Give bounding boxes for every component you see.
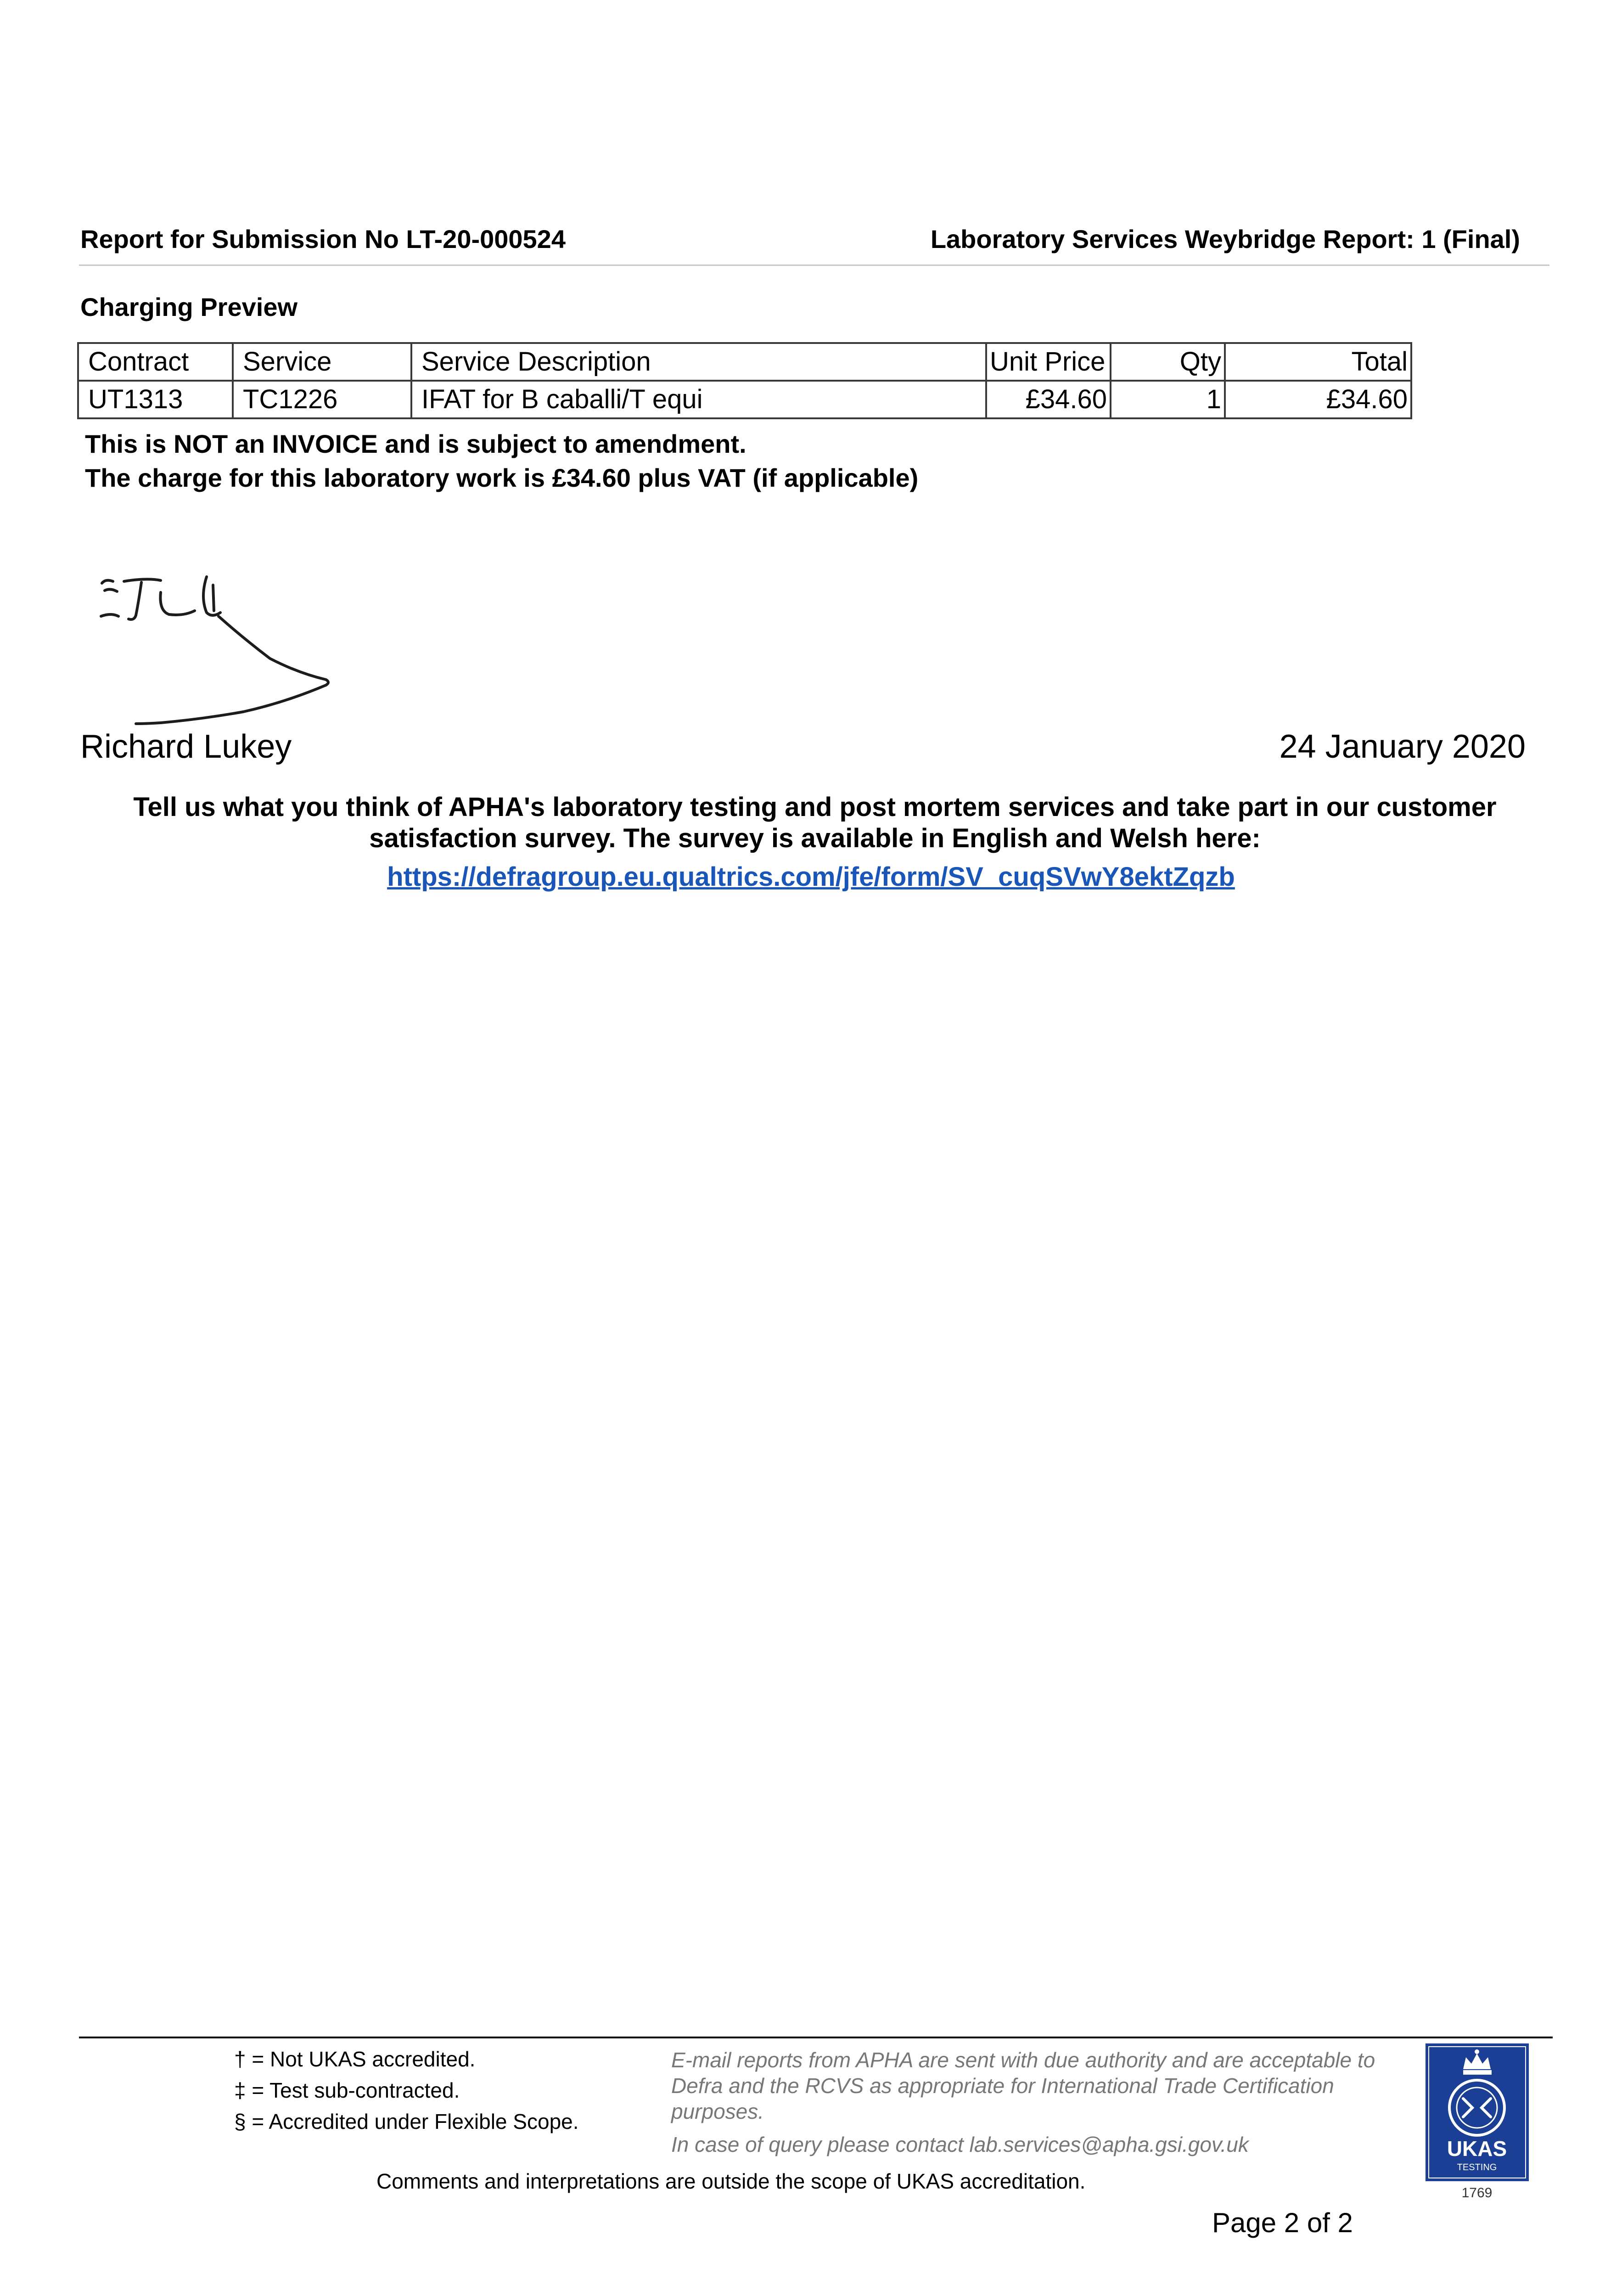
column-header-service-description: Service Description: [411, 343, 986, 381]
contact-line: In case of query please contact lab.services@apha.gsi.gov.uk: [671, 2133, 1249, 2156]
column-header-total: Total: [1225, 343, 1411, 381]
page-number: Page 2 of 2: [1212, 2207, 1353, 2238]
lab-report-title: Laboratory Services Weybridge Report: 1 (Final): [930, 225, 1520, 253]
ukas-logo-number: 1769: [1461, 2185, 1493, 2200]
ukas-logo-text: UKAS: [1447, 2137, 1507, 2161]
charging-table: [77, 342, 1412, 419]
charge-statement: The charge for this laboratory work is £34.60 plus VAT (if applicable): [85, 463, 919, 492]
ukas-logo-subtext: TESTING: [1457, 2162, 1497, 2172]
header-divider: [79, 264, 1549, 266]
column-header-qty: Qty: [1111, 343, 1225, 381]
ukas-logo: [1426, 2043, 1529, 2202]
table-row: [78, 381, 1411, 418]
email-disclaimer: [671, 2047, 1383, 2157]
disclaimer-text: E-mail reports from APHA are sent with due authority and are acceptable to Defra and the RCVS as appropriate for International Trade Certification purposes.: [671, 2048, 1375, 2123]
table-header-row: [78, 343, 1411, 381]
survey-link[interactable]: https://defragroup.eu.qualtrics.com/jfe/form/SV_cuqSVwY8ektZqzb: [387, 862, 1235, 892]
column-header-service: Service: [233, 343, 411, 381]
survey-invitation: Tell us what you think of APHA's laboratory testing and post mortem services and take part in our customer satisfaction survey. The survey is available in English and Welsh here:: [133, 792, 1497, 853]
accreditation-legend: [234, 2043, 579, 2137]
column-header-unit-price: Unit Price: [986, 343, 1111, 381]
cell-unit-price: £34.60: [986, 381, 1111, 418]
cell-contract: UT1313: [78, 381, 233, 418]
not-invoice-notice: This is NOT an INVOICE and is subject to amendment.: [85, 429, 746, 458]
charging-preview-heading: Charging Preview: [80, 293, 298, 321]
signatory-name: Richard Lukey: [80, 728, 292, 765]
legend-item: § = Accredited under Flexible Scope.: [234, 2110, 579, 2133]
cell-service-description: IFAT for B caballi/T equi: [411, 381, 986, 418]
report-submission-title: Report for Submission No LT-20-000524: [80, 225, 566, 253]
legend-item: † = Not UKAS accredited.: [234, 2047, 476, 2071]
signature-date: 24 January 2020: [1279, 728, 1526, 765]
survey-link-line: [0, 861, 1622, 893]
handwritten-signature: [92, 565, 340, 730]
ukas-scope-note: Comments and interpretations are outside the scope of UKAS accreditation.: [376, 2169, 1086, 2193]
cell-qty: 1: [1111, 381, 1225, 418]
legend-item: ‡ = Test sub-contracted.: [234, 2078, 460, 2102]
cell-service: TC1226: [233, 381, 411, 418]
footer-divider: [79, 2037, 1553, 2038]
cell-total: £34.60: [1225, 381, 1411, 418]
column-header-contract: Contract: [78, 343, 233, 381]
